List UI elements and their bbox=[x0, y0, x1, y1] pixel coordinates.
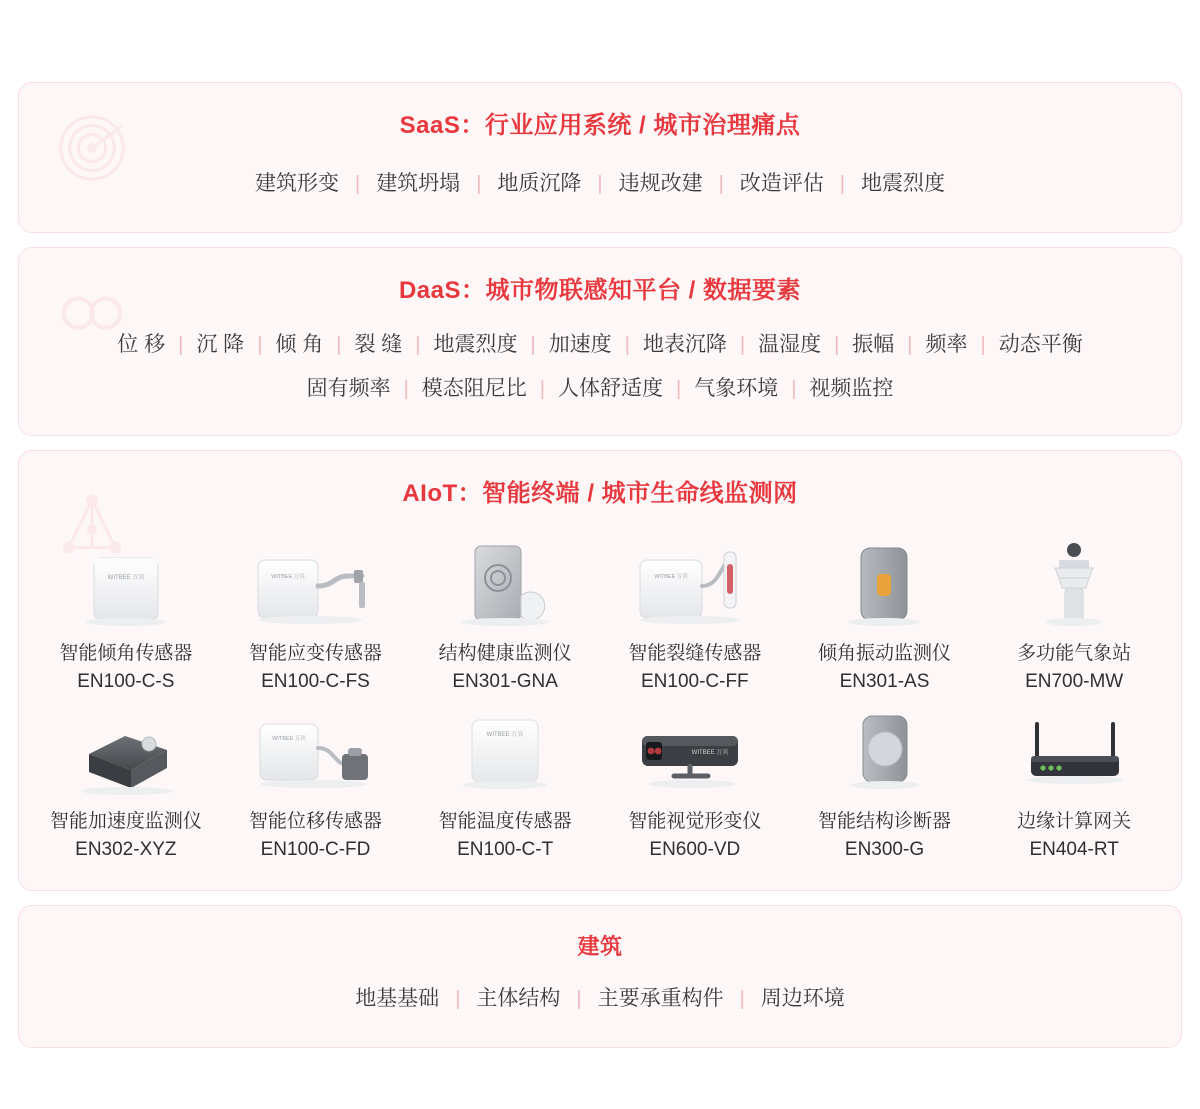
tag-item: 地质沉降 bbox=[497, 172, 582, 195]
device-model: EN404-RT bbox=[1029, 839, 1119, 860]
tag-item: 建筑形变 bbox=[254, 172, 339, 195]
tag-item: 温湿度 bbox=[758, 333, 822, 356]
device-name: 智能结构诊断器 bbox=[817, 811, 951, 832]
device-card[interactable] bbox=[410, 530, 600, 696]
device-card[interactable] bbox=[31, 702, 221, 864]
saas-title-main: 行业应用系统 / 城市治理痛点 bbox=[484, 112, 801, 139]
tag-item: 位 移 bbox=[117, 333, 166, 356]
device-name: 边缘计算网关 bbox=[1017, 811, 1132, 832]
tilt-vibration-monitor-icon bbox=[799, 534, 969, 630]
panel-title bbox=[19, 451, 1181, 512]
aiot-panel bbox=[18, 450, 1182, 891]
device-model: EN300-G bbox=[844, 839, 925, 860]
tag-divider: | bbox=[839, 173, 845, 195]
device-model: EN100-C-FS bbox=[261, 671, 370, 692]
tag-divider: | bbox=[455, 988, 461, 1010]
device-card[interactable] bbox=[600, 702, 790, 864]
saas-title-prefix: SaaS： bbox=[399, 112, 485, 139]
tag-item: 加速度 bbox=[548, 333, 612, 356]
tag-divider: | bbox=[257, 334, 263, 356]
accelerometer-icon bbox=[41, 706, 211, 798]
device-name: 智能应变传感器 bbox=[248, 643, 382, 664]
svg-text:WITBEE 万宾: WITBEE 万宾 bbox=[272, 736, 307, 742]
crack-sensor-icon bbox=[610, 534, 780, 630]
tag-divider: | bbox=[336, 334, 342, 356]
tag-divider: | bbox=[980, 334, 986, 356]
tag-item: 主要承重构件 bbox=[597, 987, 724, 1010]
panel-title: 建筑 bbox=[577, 934, 623, 959]
tag-item: 地表沉降 bbox=[642, 333, 727, 356]
tag-item: 模态阻尼比 bbox=[421, 377, 527, 400]
tag-divider: | bbox=[718, 173, 724, 195]
tag-item: 裂 缝 bbox=[354, 333, 403, 356]
daas-panel bbox=[18, 247, 1182, 436]
device-card[interactable] bbox=[979, 702, 1169, 864]
device-model: EN301-GNA bbox=[452, 671, 558, 692]
device-name: 智能裂缝传感器 bbox=[628, 643, 762, 664]
tag-divider: | bbox=[403, 378, 409, 400]
edge-gateway-icon bbox=[989, 706, 1159, 798]
building-panel bbox=[18, 905, 1182, 1048]
tag-divider: | bbox=[415, 334, 421, 356]
aiot-title-main: 智能终端 / 城市生命线监测网 bbox=[482, 480, 798, 507]
tag-divider: | bbox=[178, 334, 184, 356]
tag-item: 地震烈度 bbox=[433, 333, 518, 356]
saas-panel bbox=[18, 82, 1182, 233]
device-model: EN600-VD bbox=[649, 839, 741, 860]
svg-text:WITBEE 万宾: WITBEE 万宾 bbox=[271, 574, 306, 580]
device-grid bbox=[19, 512, 1181, 890]
tag-divider: | bbox=[739, 988, 745, 1010]
tag-item: 动态平衡 bbox=[998, 333, 1083, 356]
tag-divider: | bbox=[530, 334, 536, 356]
displacement-sensor-icon bbox=[230, 706, 400, 798]
device-name: 智能视觉形变仪 bbox=[628, 811, 762, 832]
building-tag-row bbox=[19, 977, 1181, 1047]
svg-text:WITBEE 万宾: WITBEE 万宾 bbox=[654, 574, 688, 580]
saas-tag-row bbox=[19, 162, 1181, 232]
temperature-sensor-icon bbox=[420, 706, 590, 798]
device-name: 结构健康监测仪 bbox=[438, 643, 572, 664]
tag-item: 沉 降 bbox=[196, 333, 245, 356]
tag-divider: | bbox=[791, 378, 797, 400]
device-model: EN100-C-FD bbox=[260, 839, 371, 860]
device-name: 智能加速度监测仪 bbox=[49, 811, 202, 832]
device-card[interactable] bbox=[221, 702, 411, 864]
device-card[interactable] bbox=[31, 530, 221, 696]
tilt-sensor-icon bbox=[41, 534, 211, 630]
vision-deformation-camera-icon bbox=[610, 706, 780, 798]
device-model: EN100-C-FF bbox=[640, 671, 749, 692]
device-card[interactable] bbox=[410, 702, 600, 864]
tag-item: 地基基础 bbox=[355, 987, 440, 1010]
tag-item: 固有频率 bbox=[306, 377, 391, 400]
daas-title-main: 城市物联感知平台 / 数据要素 bbox=[485, 277, 802, 304]
tag-divider: | bbox=[476, 173, 482, 195]
tag-divider: | bbox=[539, 378, 545, 400]
device-card[interactable] bbox=[790, 702, 980, 864]
tag-item: 人体舒适度 bbox=[558, 377, 663, 400]
tag-item: 地震烈度 bbox=[861, 172, 945, 195]
tag-divider: | bbox=[576, 988, 582, 1010]
tag-item: 振幅 bbox=[852, 333, 895, 356]
device-name: 倾角振动监测仪 bbox=[817, 643, 951, 664]
device-card[interactable] bbox=[790, 530, 980, 696]
device-name: 智能温度传感器 bbox=[438, 811, 572, 832]
tag-item: 建筑坍塌 bbox=[376, 172, 461, 195]
tag-item: 视频监控 bbox=[809, 377, 894, 400]
tag-divider: | bbox=[739, 334, 746, 356]
daas-title-prefix: DaaS： bbox=[398, 277, 486, 304]
tag-item: 违规改建 bbox=[618, 172, 703, 195]
device-model: EN100-C-T bbox=[457, 839, 554, 860]
tag-item: 改造评估 bbox=[739, 172, 824, 195]
weather-station-icon bbox=[989, 534, 1159, 630]
device-model: EN700-MW bbox=[1025, 671, 1124, 692]
svg-text:WITBEE 万宾: WITBEE 万宾 bbox=[691, 750, 729, 756]
svg-text:WITBEE 万宾: WITBEE 万宾 bbox=[107, 575, 145, 581]
tag-divider: | bbox=[907, 334, 913, 356]
tag-divider: | bbox=[834, 334, 840, 356]
device-model: EN100-C-S bbox=[77, 671, 175, 692]
panel-title bbox=[19, 83, 1181, 144]
tag-item: 频率 bbox=[925, 333, 968, 356]
structure-diagnostic-icon bbox=[799, 706, 969, 798]
device-name: 多功能气象站 bbox=[1017, 643, 1132, 664]
tag-divider: | bbox=[354, 173, 361, 195]
tag-item: 主体结构 bbox=[476, 987, 561, 1010]
tag-item: 气象环境 bbox=[694, 377, 779, 400]
tag-divider: | bbox=[597, 173, 603, 195]
tag-divider: | bbox=[676, 378, 682, 400]
structural-health-monitor-icon bbox=[420, 534, 590, 630]
tag-divider: | bbox=[624, 334, 630, 356]
device-card[interactable] bbox=[221, 530, 411, 696]
device-model: EN301-AS bbox=[839, 671, 930, 692]
device-name: 智能位移传感器 bbox=[248, 811, 382, 832]
tag-item: 周边环境 bbox=[760, 987, 845, 1010]
strain-sensor-icon bbox=[230, 534, 400, 630]
daas-tag-row-2 bbox=[19, 367, 1181, 435]
tag-item: 倾 角 bbox=[275, 333, 324, 356]
panel-title bbox=[19, 248, 1181, 309]
device-model: EN302-XYZ bbox=[75, 839, 177, 860]
svg-text:WITBEE 万宾: WITBEE 万宾 bbox=[486, 732, 524, 738]
daas-tag-row-1 bbox=[19, 323, 1181, 367]
device-card[interactable] bbox=[600, 530, 790, 696]
device-name: 智能倾角传感器 bbox=[59, 643, 193, 664]
aiot-title-prefix: AIoT： bbox=[402, 480, 483, 507]
device-card[interactable] bbox=[979, 530, 1169, 696]
